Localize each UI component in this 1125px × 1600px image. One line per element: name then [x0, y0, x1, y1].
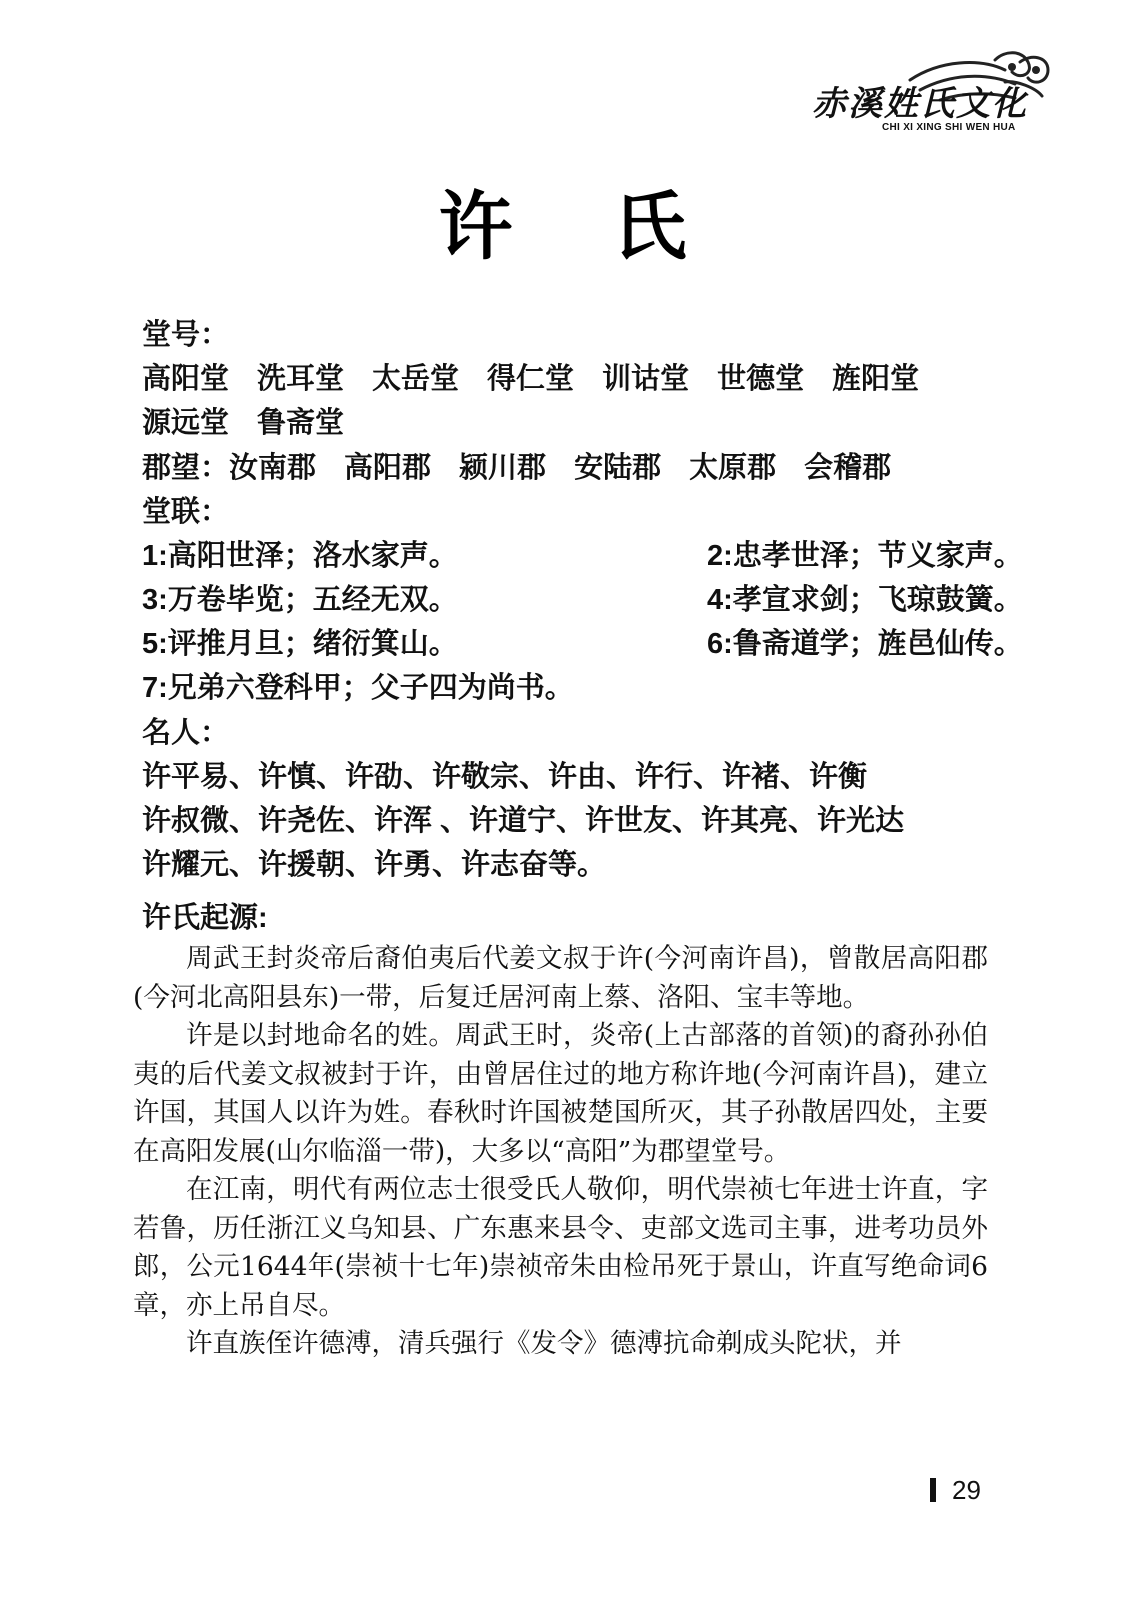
tanghao-item: 训诂堂: [602, 363, 690, 395]
junwang-item: 汝南郡: [229, 452, 317, 484]
origin-paragraph: 许直族侄许德溥，清兵强行《发令》德溥抗命剃成头陀状，并: [186, 1328, 902, 1359]
origin-body: [133, 940, 988, 1364]
origin-heading: 许氏起源:: [142, 902, 268, 934]
tanglian-row-2: [142, 577, 1023, 618]
page-title: 许氏: [438, 184, 787, 270]
tanghao-item: 旌阳堂: [832, 363, 920, 395]
tanghao-label: 堂号：: [142, 319, 230, 351]
mingren-line: 许叔微、许尧佐、许浑 、许道宁、许世友、许其亮、许光达: [142, 805, 905, 837]
tanghao-row-1: [142, 356, 919, 397]
tanghao-item: 世德堂: [717, 363, 805, 395]
tanghao-row-2: [142, 400, 344, 441]
origin-paragraph: 在江南，明代有两位志士很受氏人敬仰，明代崇祯七年进士许直，字若鲁，历任浙江义乌知县、广东惠来县令、吏部文选司主事，进考功员外郎，公元1644年(崇祯十七年)崇祯帝朱由检吊死于景山，许直写绝命词6章，亦上吊自尽。: [133, 1174, 988, 1321]
origin-paragraph: 周武王封炎帝后裔伯夷后代姜文叔于许(今河南许昌)，曾散居高阳郡(今河北高阳县东)一带，后复迁居河南上蔡、洛阳、宝丰等地。: [133, 943, 988, 1013]
tanglian-label: 堂联：: [142, 496, 230, 528]
tanghao-item: 高阳堂: [142, 363, 230, 395]
header-logo: [790, 40, 1060, 140]
tanglian-row-1: [142, 533, 1023, 574]
page-number: [930, 1475, 981, 1506]
junwang-row: [142, 445, 891, 486]
mingren-label: 名人：: [142, 717, 230, 749]
junwang-label: 郡望：: [142, 452, 230, 484]
logo-pinyin-text: CHI XI XING SHI WEN HUA: [882, 122, 1016, 133]
mingren-line: 许耀元、许援朝、许勇、许志奋等。: [142, 849, 607, 881]
tanglian-item: 1:高阳世泽；洛水家声。: [142, 540, 458, 572]
junwang-item: 安陆郡: [574, 452, 662, 484]
tanghao-item: 源远堂: [142, 407, 230, 439]
tanglian-item: 7:兄弟六登科甲；父子四为尚书。: [142, 672, 574, 704]
tanglian-item: 3:万卷毕览；五经无双。: [142, 584, 458, 616]
tanghao-item: 洗耳堂: [257, 363, 345, 395]
page-number-bar: [930, 1478, 936, 1502]
mingren-line: 许平易、许慎、许劭、许敬宗、许由、许行、许褚、许衡: [142, 761, 868, 793]
tanglian-row-4: [142, 665, 574, 706]
tanglian-item: 5:评推月旦；绪衍箕山。: [142, 628, 458, 660]
junwang-item: 高阳郡: [344, 452, 432, 484]
tanghao-item: 得仁堂: [487, 363, 575, 395]
origin-paragraph: 许是以封地命名的姓。周武王时，炎帝(上古部落的首领)的裔孙孙伯夷的后代姜文叔被封于许，由曾居住过的地方称许地(今河南许昌)，建立许国，其国人以许为姓。春秋时许国被楚国所灭，其子孙散居四处，主要在高阳发展(山尔临淄一带)，大多以“高阳”为郡望堂号。: [133, 1020, 988, 1167]
junwang-item: 颍川郡: [459, 452, 547, 484]
tanglian-item: 4:孝宣求剑；飞琼鼓簧。: [707, 584, 1023, 616]
tanglian-item: 6:鲁斋道学；旌邑仙传。: [707, 628, 1023, 660]
junwang-item: 会稽郡: [804, 452, 892, 484]
tanglian-row-3: [142, 621, 1023, 662]
logo-chinese-text: 赤溪姓氏文化: [812, 84, 1028, 124]
tanghao-item: 太岳堂: [372, 363, 460, 395]
page-number-text: 29: [952, 1475, 981, 1505]
junwang-item: 太原郡: [689, 452, 777, 484]
tanghao-item: 鲁斋堂: [257, 407, 345, 439]
tanglian-item: 2:忠孝世泽；节义家声。: [707, 540, 1023, 572]
